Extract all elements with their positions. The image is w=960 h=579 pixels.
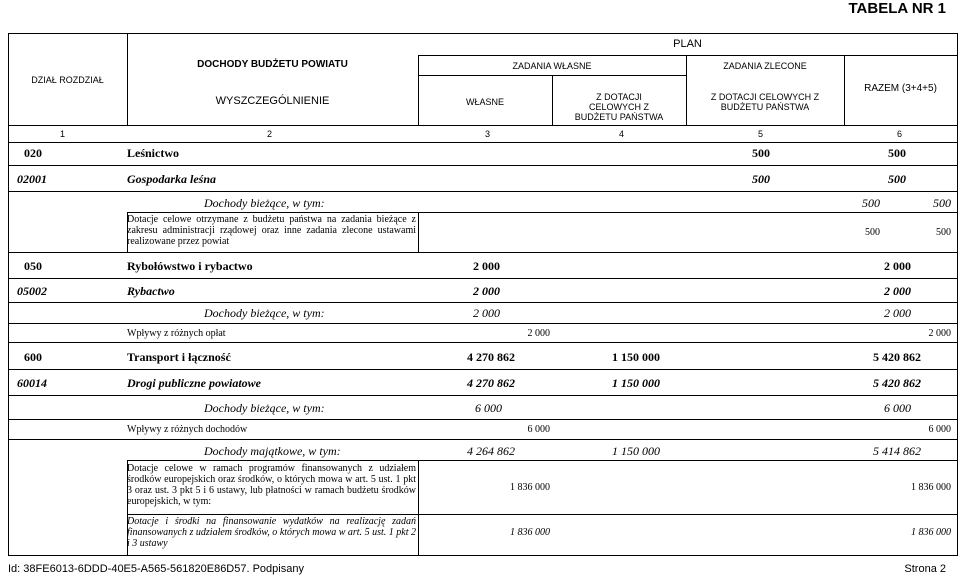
- header-divider: [418, 75, 686, 76]
- header-divider: [552, 75, 553, 125]
- row-code: 02001: [17, 172, 47, 186]
- row-value: 500: [862, 196, 880, 210]
- header-wyszczegolnienie: WYSZCZEGÓLNIENIE: [215, 95, 330, 107]
- row-value: 1 836 000: [510, 482, 550, 493]
- row-name: Transport i łączność: [127, 350, 231, 364]
- row-divider: [8, 278, 958, 279]
- row-value: 500: [933, 196, 951, 210]
- row-value: 500: [865, 227, 880, 238]
- row-value: 500: [752, 146, 770, 160]
- row-divider: [8, 419, 958, 420]
- header-razem: RAZEM (3+4+5): [864, 83, 937, 94]
- row-value: 4 270 862: [467, 350, 515, 364]
- page-number: Strona 2: [904, 563, 946, 575]
- header-divider: [418, 55, 957, 56]
- row-value: 1 836 000: [911, 527, 951, 538]
- row-description: Dotacje celowe otrzymane z budżetu państwa na zadania bieżące z zakresu administracji rządowej oraz inne zadania zlecone ustawami realizowane przez powiat: [127, 214, 416, 247]
- table-bottom-border: [8, 555, 958, 556]
- row-value: 6 000: [475, 401, 502, 415]
- row-divider: [8, 439, 958, 440]
- col-number: 6: [897, 129, 903, 139]
- header-z-dotacji-zlecone: Z DOTACJI CELOWYCH Z BUDŻETU PAŃSTWA: [710, 92, 820, 112]
- row-value: 4 270 862: [467, 376, 515, 390]
- header-zadania-wlasne: ZADANIA WŁASNE: [512, 61, 592, 71]
- header-divider: [127, 33, 128, 125]
- row-value: 2 000: [928, 328, 951, 339]
- row-divider: [8, 342, 958, 343]
- row-value: 2 000: [473, 259, 500, 273]
- row-value: 2 000: [884, 259, 911, 273]
- row-value: 500: [752, 172, 770, 186]
- row-name: Wpływy z różnych dochodów: [127, 424, 248, 435]
- row-value: 4 264 862: [467, 444, 515, 458]
- col-number: 2: [267, 129, 273, 139]
- document-id: Id: 38FE6013-6DDD-40E5-A565-561820E86D57. Podpisany: [8, 563, 304, 575]
- row-value: 6 000: [928, 424, 951, 435]
- row-value: 2 000: [473, 306, 500, 320]
- row-name: Dochody bieżące, w tym:: [204, 196, 325, 210]
- row-value: 6 000: [884, 401, 911, 415]
- row-divider: [127, 212, 958, 213]
- col-number: 3: [485, 129, 491, 139]
- row-name: Dochody majątkowe, w tym:: [204, 444, 341, 458]
- row-description: Dotacje i środki na finansowanie wydatków na realizację zadań finansowanych z udziałem środków, o których mowa w art. 5 ust. 1 pkt 2 i 3 ustawy: [127, 516, 416, 549]
- row-name: Dochody bieżące, w tym:: [204, 401, 325, 415]
- row-name: Wpływy z różnych opłat: [127, 328, 226, 339]
- row-value: 6 000: [527, 424, 550, 435]
- row-value: 2 000: [884, 306, 911, 320]
- row-name: Dochody bieżące, w tym:: [204, 306, 325, 320]
- header-zadania-zlecone: ZADANIA ZLECONE: [723, 61, 807, 71]
- table-right-border: [957, 33, 958, 555]
- col-number: 4: [619, 129, 625, 139]
- header-dzial: DZIAŁ ROZDZIAŁ: [31, 75, 104, 85]
- row-divider: [8, 369, 958, 370]
- col-number: 5: [758, 129, 764, 139]
- row-name: Rybołówstwo i rybactwo: [127, 259, 253, 273]
- cell-divider: [418, 460, 419, 555]
- row-value: 5 420 862: [873, 350, 921, 364]
- row-divider: [8, 323, 958, 324]
- row-value: 5 420 862: [873, 376, 921, 390]
- header-bottom-border: [8, 125, 958, 126]
- row-code: 600: [24, 350, 42, 364]
- cell-divider: [418, 212, 419, 252]
- header-wlasne: WŁASNE: [465, 97, 504, 107]
- row-divider: [127, 514, 958, 515]
- header-plan: PLAN: [673, 38, 702, 50]
- row-code: 60014: [17, 376, 47, 390]
- row-name: Rybactwo: [127, 284, 175, 298]
- row-value: 1 836 000: [510, 527, 550, 538]
- row-value: 1 150 000: [612, 376, 660, 390]
- row-divider: [8, 395, 958, 396]
- row-value: 500: [888, 146, 906, 160]
- row-value: 2 000: [527, 328, 550, 339]
- row-value: 1 150 000: [612, 444, 660, 458]
- row-value: 500: [936, 227, 951, 238]
- header-dochody: DOCHODY BUDŻETU POWIATU: [197, 59, 348, 70]
- col-number: 1: [60, 129, 66, 139]
- row-code: 050: [24, 259, 42, 273]
- row-value: 2 000: [473, 284, 500, 298]
- row-divider: [8, 142, 958, 143]
- header-z-dotacji-celowych: Z DOTACJI CELOWYCH Z BUDŻETU PAŃSTWA: [574, 92, 664, 122]
- row-divider: [8, 252, 958, 253]
- row-value: 1 836 000: [911, 482, 951, 493]
- table-left-border: [8, 33, 9, 555]
- table-title: TABELA NR 1: [848, 0, 946, 17]
- row-name: Drogi publiczne powiatowe: [127, 376, 262, 390]
- row-code: 05002: [17, 284, 47, 298]
- row-divider: [127, 460, 958, 461]
- row-description: Dotacje celowe w ramach programów finansowanych z udziałem środków europejskich oraz środków, o których mowa w art. 5 ust. 1 pkt 3 oraz ust. 3 pkt 5 i 6 ustawy, lub płatności w ramach budżetu środków europejskich, w tym:: [127, 463, 416, 507]
- row-value: 1 150 000: [612, 350, 660, 364]
- row-value: 2 000: [884, 284, 911, 298]
- row-value: 500: [888, 172, 906, 186]
- row-name: Gospodarka leśna: [127, 172, 217, 186]
- row-code: 020: [24, 146, 42, 160]
- row-divider: [8, 165, 958, 166]
- table-top-border: [8, 33, 958, 34]
- row-value: 5 414 862: [873, 444, 921, 458]
- row-divider: [8, 191, 958, 192]
- row-name: Leśnictwo: [127, 146, 179, 160]
- row-divider: [8, 302, 958, 303]
